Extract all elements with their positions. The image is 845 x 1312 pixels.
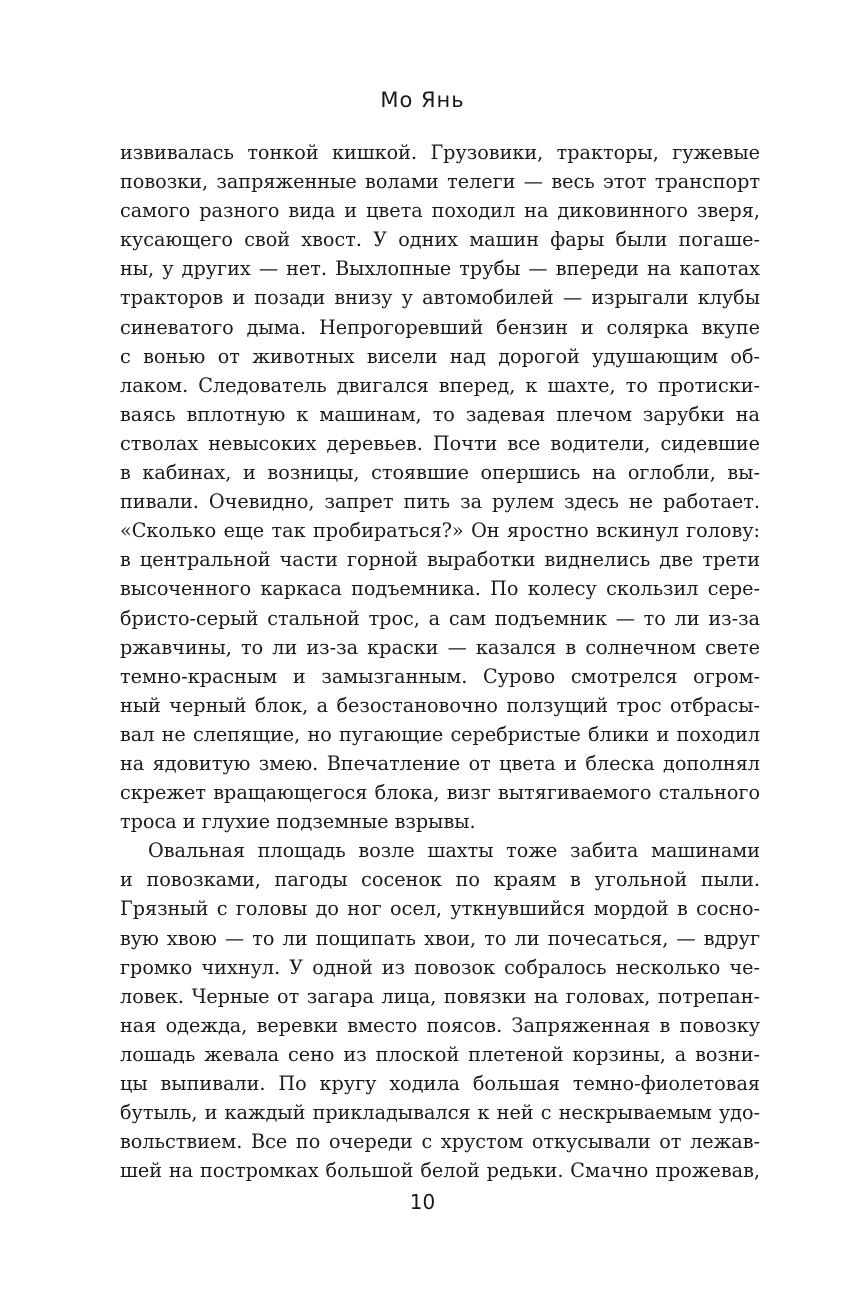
body-text [120,138,760,1185]
text-line: вую хвою — то ли пощипать хвои, то ли почесаться, — вдруг [120,926,760,950]
text-line: ная одежда, веревки вместо поясов. Запряженная в повозку [120,1013,760,1037]
text-line: на ядовитую змею. Впечатление от цвета и блеска дополнял [120,751,760,775]
text-line: ны, у других — нет. Выхлопные трубы — впереди на капотах [120,257,760,281]
text-line: повозки, запряженные волами телеги — весь этот транспорт [120,170,760,194]
text-line: ржавчины, то ли из-за краски — казался в солнечном свете [120,635,760,659]
text-line: ловек. Черные от загара лица, повязки на головах, потрепан- [120,984,760,1008]
page-number: 10 [409,1190,436,1214]
text-line: с вонью от животных висели над дорогой удушающим об- [120,344,760,368]
text-line: скрежет вращающегося блока, визг вытягиваемого стального [120,781,760,805]
text-line: самого разного вида и цвета походил на диковинного зверя, [120,199,760,223]
text-line: синеватого дыма. Непрогоревший бензин и солярка вкупе [120,315,760,339]
text-line: ный черный блок, а безостановочно ползущий трос отбрасы- [120,693,760,717]
text-line: шей на постромках большой белой редьки. Смачно прожевав, [120,1159,760,1183]
running-title: Мо Янь [380,88,465,112]
text-line: троса и глухие подземные взрывы. [120,810,476,834]
text-line: Овальная площадь возле шахты тоже забита машинами [148,839,760,863]
text-line: темно-красным и замызганным. Сурово смотрелся огром- [120,664,760,688]
text-line: бутыль, и каждый прикладывался к ней с нескрываемым удо- [120,1101,760,1125]
text-line: тракторов и позади внизу у автомобилей — изрыгали клубы [120,286,760,310]
text-line: цы выпивали. По кругу ходила большая темно-фиолетовая [120,1072,760,1095]
text-line: в кабинах, и возницы, стоявшие опершись на оглобли, вы- [120,461,760,485]
text-line: Грязный с головы до ног осел, уткнувшийся мордой в сосно- [120,897,760,921]
text-line: кусающего свой хвост. У одних машин фары были погаше- [120,228,760,252]
text-line: и повозками, пагоды сосенок по краям в угольной пыли. [120,868,760,892]
text-line: лаком. Следователь двигался вперед, к шахте, то протиски- [120,373,760,397]
text-line: ваясь вплотную к машинам, то задевая плечом зарубки на [120,402,760,426]
text-line: высоченного каркаса подъемника. По колесу скользил сере- [120,577,760,601]
text-line: вал не слепящие, но пугающие серебристые блики и походил [120,722,760,746]
text-line: громко чихнул. У одной из повозок собралось несколько че- [120,955,760,979]
text-line: бристо-серый стальной трос, а сам подъемник — то ли из-за [120,606,760,630]
text-line: в центральной части горной выработки виднелись две трети [120,548,760,572]
text-line: вольствием. Все по очереди с хрустом откусывали от лежав- [120,1130,760,1154]
text-line: пивали. Очевидно, запрет пить за рулем здесь не работает. [120,490,760,514]
text-line: стволах невысоких деревьев. Почти все водители, сидевшие [120,431,760,455]
text-line: извивалась тонкой кишкой. Грузовики, тракторы, гужевые [120,141,760,164]
text-line: «Сколько еще так пробираться?» Он яростно вскинул голову: [120,519,760,543]
text-line: лошадь жевала сено из плоской плетеной корзины, а возни- [120,1042,760,1066]
